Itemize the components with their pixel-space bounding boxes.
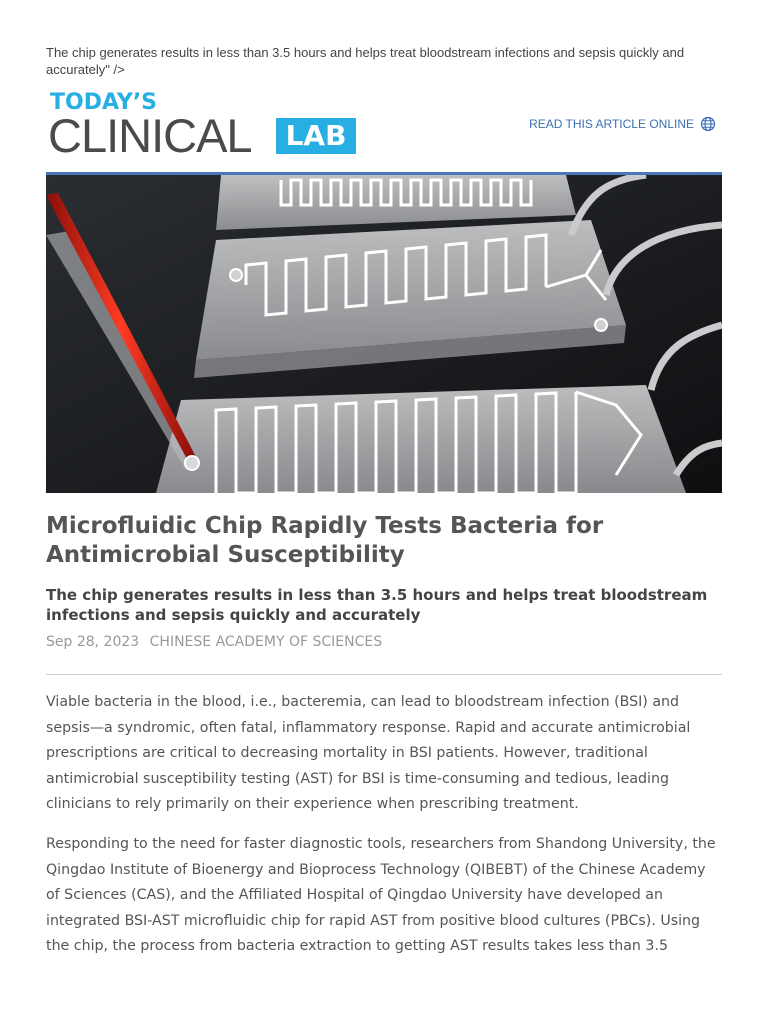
- todays-clinical-lab-logo[interactable]: [48, 90, 368, 160]
- logo-todays: TODAY’S: [50, 90, 158, 115]
- article-title: Microfluidic Chip Rapidly Tests Bacteria for Antimicrobial Susceptibility: [46, 513, 604, 568]
- logo-clinical: CLINICAL: [48, 109, 252, 162]
- article-body: [46, 690, 722, 974]
- divider: [46, 674, 722, 675]
- hero-image-microfluidic-chip: [46, 175, 722, 493]
- article-paragraph: Responding to the need for faster diagnostic tools, researchers from Shandong University, the Qingdao Institute of Bioenergy and Bioprocess Technology (QIBEBT) of the Chinese Academy of Sciences (CAS), and the Affiliated Hospital of Qingdao University have developed an integrated BSI-AST microfluidic chip for rapid AST from positive blood cultures (PBCs). Using the chip, the process from bacteria extraction to getting AST results takes less than 3.5: [46, 835, 716, 955]
- article-paragraph: Viable bacteria in the blood, i.e., bacteremia, can lead to bloodstream infection (BSI) and sepsis—a syndromic, often fatal, inflammatory response. Rapid and accurate antimicrobial prescriptions are critical to decreasing mortality in BSI patients. However, traditional antimicrobial susceptibility testing (AST) for BSI is time-consuming and tedious, leading clinicians to rely primarily on their experience when prescribing treatment.: [46, 694, 691, 813]
- preheader-text: The chip generates results in less than 3.5 hours and helps treat bloodstream infections and sepsis quickly and accurately" />: [46, 45, 685, 77]
- logo-lab: LAB: [276, 118, 356, 154]
- read-online-label: READ THIS ARTICLE ONLINE: [529, 117, 694, 131]
- article-source: CHINESE ACADEMY OF SCIENCES: [149, 634, 383, 650]
- microfluidic-chip-illustration: [46, 175, 722, 493]
- article-date: Sep 28, 2023: [46, 634, 140, 650]
- article-meta: [46, 634, 722, 650]
- globe-icon: [700, 116, 716, 132]
- read-article-online-link[interactable]: [529, 116, 716, 132]
- article-subtitle: The chip generates results in less than 3.5 hours and helps treat bloodstream infections and sepsis quickly and accurately: [46, 586, 708, 624]
- header: [46, 90, 722, 175]
